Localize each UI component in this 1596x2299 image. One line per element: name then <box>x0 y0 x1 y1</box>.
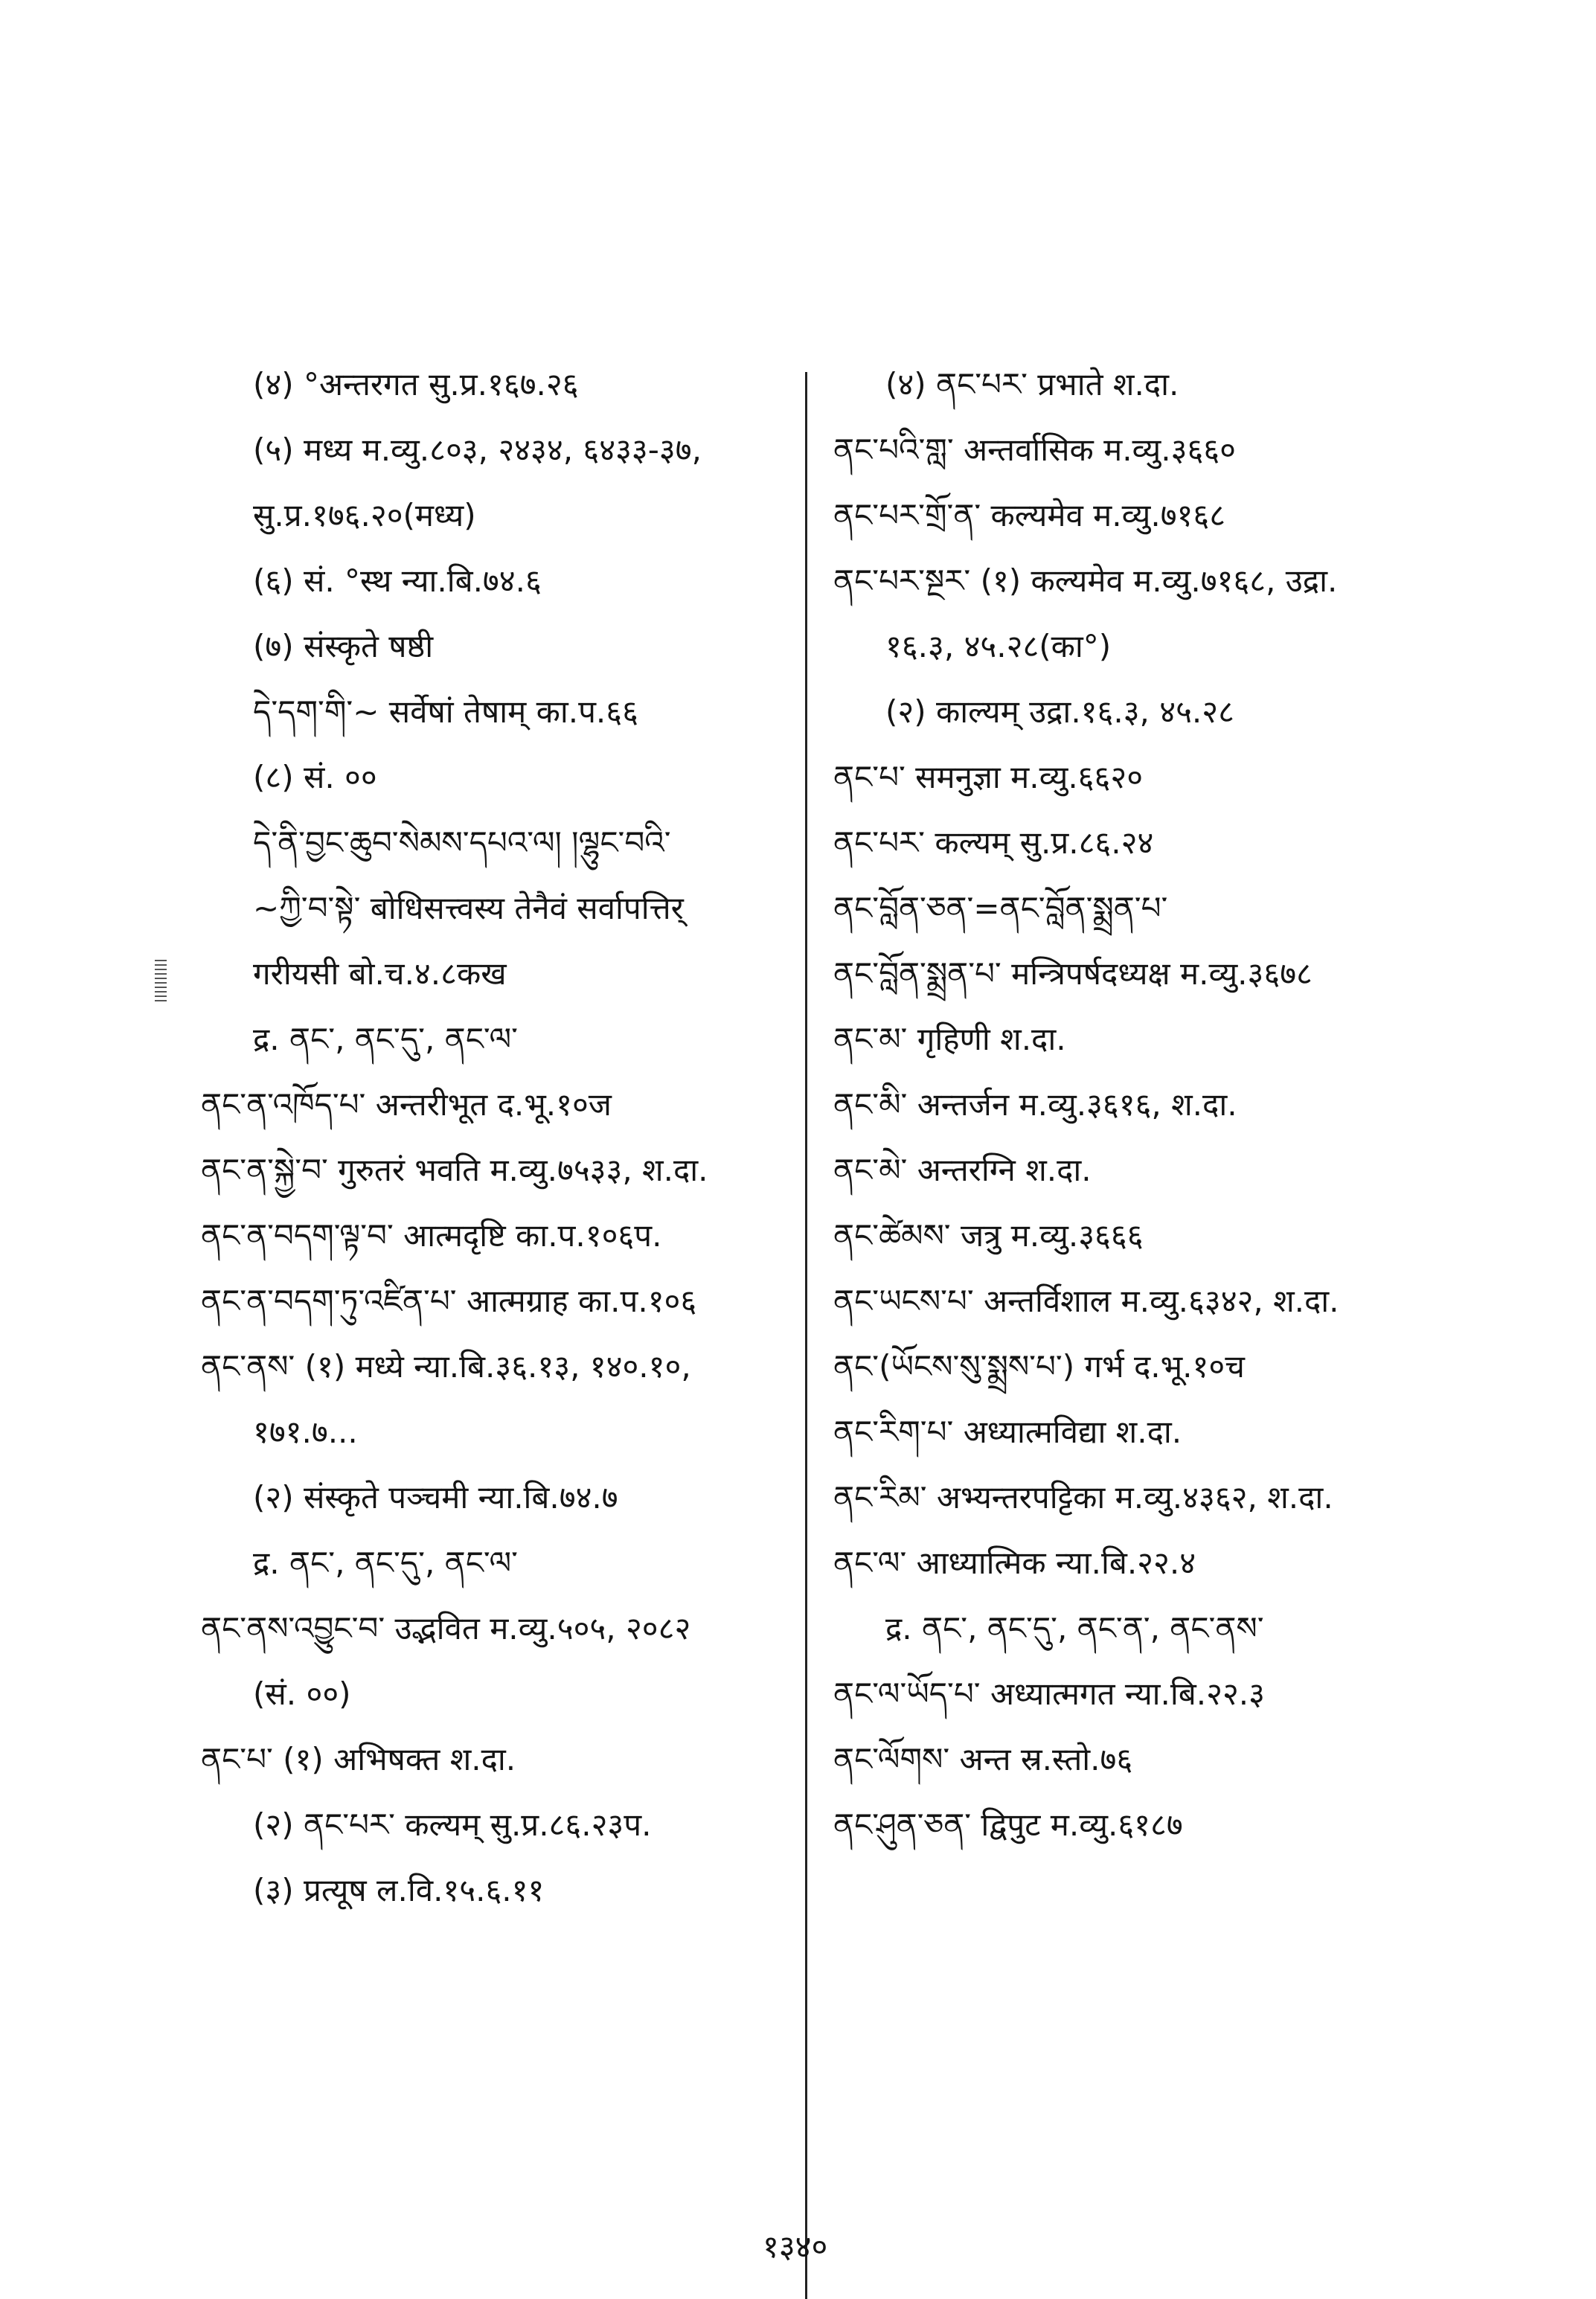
right-entry-line: द्र. ནང་, ནང་དུ་, ནང་ན་, ནང་ནས་ <box>885 1610 1264 1647</box>
right-entry-line: ནང་ཤུན་ཅན་ द्विपुट म.व्यु.६१८७ <box>833 1806 1183 1843</box>
left-entry-line: ~ཀྱི་བ་སྟེ་ बोधिसत्त्वस्य तेनैवं सर्वापत्तिर् <box>253 890 684 926</box>
right-entry-line: ནང་(ཡོངས་སུ་སྨྲས་པ་) गर्भ द.भू.१०च <box>833 1348 1245 1385</box>
right-entry-line: ནང་ལ་ཡོད་པ་ अध्यात्मगत न्या.बि.२२.३ <box>833 1676 1265 1712</box>
left-entry-line: (सं. ००) <box>253 1676 351 1712</box>
left-entry-line: ནང་ན་བདག་ལྟ་བ་ आत्मदृष्टि का.प.१०६प. <box>201 1217 662 1254</box>
right-entry-line: ནང་ཡངས་པ་ अन्तर्विशाल म.व्यु.६३४२, श.दा. <box>833 1283 1339 1319</box>
left-entry-line: (५) मध्य म.व्यु.८०३, २४३४, ६४३३-३७, <box>253 432 702 468</box>
left-entry-line: (६) सं. °स्थ न्या.बि.७४.६ <box>253 562 542 599</box>
left-entry-line: ནང་པ་ (१) अभिषक्त श.दा. <box>201 1741 516 1777</box>
right-entry-line: ནང་པར་སྔར་ (१) कल्यमेव म.व्यु.७१६८, उद्रा. <box>833 562 1338 599</box>
left-entry-line: (७) संस्कृते षष्ठी <box>253 628 434 664</box>
right-entry-line: ནང་མེ་ अन्तरग्नि श.दा. <box>833 1152 1092 1188</box>
right-entry-line: ནང་པ་ समनुज्ञा म.व्यु.६६२० <box>833 759 1144 795</box>
right-entry-line: ནང་པར་ कल्यम् सु.प्र.८६.२४ <box>833 824 1154 861</box>
left-entry-line: (८) सं. ०० <box>253 759 377 795</box>
left-entry-line: (२) संस्कृते पञ्चमी न्या.बि.७४.७ <box>253 1479 618 1516</box>
left-entry-line: དེ་དག་གི་~ सर्वेषां तेषाम् का.प.६६ <box>253 693 638 730</box>
left-entry-line: (४) °अन्तरगत सु.प्र.१६७.२६ <box>253 366 579 403</box>
right-entry-line: ནང་མ་ गृहिणी श.दा. <box>833 1021 1066 1057</box>
left-entry-line: (२) ནང་པར་ कल्यम् सु.प्र.८६.२३प. <box>253 1806 652 1843</box>
right-entry-line: (२) काल्यम् उद्रा.१६.३, ४५.२८ <box>885 693 1234 730</box>
left-entry-line: द्र. ནང་, ནང་དུ་, ནང་ལ་ <box>253 1545 518 1581</box>
right-entry-line: (४) ནང་པར་ प्रभाते श.दा. <box>885 366 1179 403</box>
right-entry-line: ནང་རིམ་ अभ्यन्तरपट्टिका म.व्यु.४३६२, श.दा. <box>833 1479 1333 1516</box>
left-entry-line: ནང་ན་འཁོད་པ་ अन्तरीभूत द.भू.१०ज <box>201 1086 612 1123</box>
right-entry-line: ནང་བློན་ཅན་=ནང་བློན་སྨྲན་པ་ <box>833 890 1168 926</box>
left-entry-line: ནང་ན་སྐྱེ་བ་ गुरुतरं भवति म.व्यु.७५३३, श.दा. <box>201 1152 708 1188</box>
margin-tick-mark <box>155 960 167 1001</box>
right-entry-line: ནང་རིག་པ་ अध्यात्मविद्या श.दा. <box>833 1414 1182 1450</box>
left-entry-line: ནང་ནས་འབྱུང་བ་ उद्भवित म.व्यु.५०५, २०८२ <box>201 1610 691 1647</box>
left-entry-line: (३) प्रत्यूष ल.वि.१५.६.११ <box>253 1872 545 1908</box>
column-divider <box>805 372 807 2299</box>
right-entry-line: ནང་བློན་སྨྲན་པ་ मन्त्रिपर्षदध्यक्ष म.व्यु.३६७८ <box>833 955 1313 992</box>
right-entry-line: ནང་པའི་གླ་ अन्तर्वासिक म.व्यु.३६६० <box>833 432 1236 468</box>
left-entry-line: गरीयसी बो.च.४.८कख <box>253 955 507 992</box>
page-number: १३४० <box>763 2228 828 2265</box>
left-entry-line: ནང་ན་བདག་ཏུ་འཛིན་པ་ आत्मग्राह का.प.१०६ <box>201 1283 697 1319</box>
left-entry-line: १७१.७... <box>253 1414 358 1450</box>
right-entry-line: ནང་ཚེམས་ जत्रु म.व्यु.३६६६ <box>833 1217 1144 1254</box>
left-entry-line: ནང་ནས་ (१) मध्ये न्या.बि.३६.१३, १४०.१०, <box>201 1348 691 1385</box>
right-entry-line: ནང་མི་ अन्तर्जन म.व्यु.३६१६, श.दा. <box>833 1086 1237 1123</box>
left-entry-line: सु.प्र.१७६.२०(मध्य) <box>253 497 476 533</box>
right-entry-line: १६.३, ४५.२८(का°) <box>885 628 1112 664</box>
right-entry-line: ནང་ལ་ आध्यात्मिक न्या.बि.२२.४ <box>833 1545 1196 1581</box>
right-entry-line: ནང་པར་གྲོ་ན་ कल्यमेव म.व्यु.७१६८ <box>833 497 1226 533</box>
right-entry-line: ནང་ལོགས་ अन्त स्र.स्तो.७६ <box>833 1741 1133 1777</box>
left-entry-line: དེ་ནི་བྱང་ཆུབ་སེམས་དཔའ་ལ། །ལྷུང་བའི་ <box>253 824 671 861</box>
left-entry-line: द्र. ནང་, ནང་དུ་, ནང་ལ་ <box>253 1021 518 1057</box>
